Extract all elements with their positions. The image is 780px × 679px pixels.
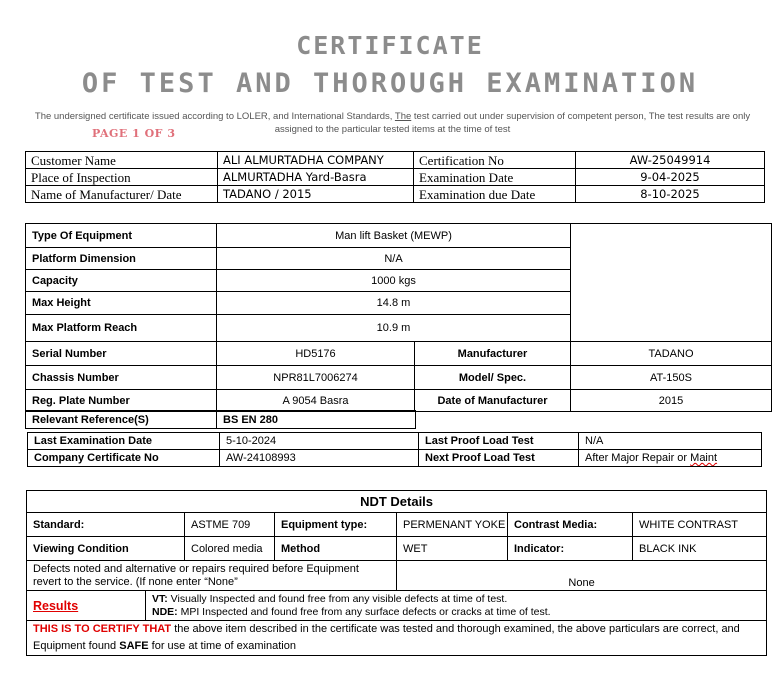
equipment-type-ndt-value: PERMENANT YOKE <box>397 513 508 537</box>
photo-area <box>571 224 772 342</box>
page-number: PAGE 1 OF 3 <box>92 127 176 140</box>
intro-statement: The undersigned certificate issued according to LOLER, and International Standards, The test carried out under supervision of competent person, The test results are only assigned to the particular tested items at the time of test <box>34 111 751 135</box>
examination-table <box>27 432 762 467</box>
ndt-heading: NDT Details <box>27 491 767 513</box>
viewing-condition-value: Colored media <box>185 537 275 561</box>
last-proof-value: N/A <box>579 433 762 450</box>
ndt-details-table <box>26 490 767 656</box>
next-proof-label: Next Proof Load Test <box>419 450 579 467</box>
manufacturer-value: TADANO <box>571 342 772 366</box>
company-cert-label: Company Certificate No <box>28 450 220 467</box>
cert-no-label: Certification No <box>414 152 576 169</box>
serial-label: Serial Number <box>26 342 217 366</box>
contrast-media-value: WHITE CONTRAST <box>633 513 767 537</box>
customer-info-table <box>25 151 765 203</box>
indicator-value: BLACK INK <box>633 537 767 561</box>
certify-statement: THIS IS TO CERTIFY THAT the above item described in the certificate was tested and thorough examined, the above particulars are correct, and Equipment found SAFE for use at time of examination <box>27 621 767 656</box>
chassis-label: Chassis Number <box>26 366 217 390</box>
contrast-media-label: Contrast Media: <box>508 513 633 537</box>
max-reach-label: Max Platform Reach <box>26 315 217 342</box>
model-label: Model/ Spec. <box>415 366 571 390</box>
standard-label: Standard: <box>27 513 185 537</box>
platform-dimension-value: N/A <box>217 248 571 270</box>
max-height-value: 14.8 m <box>217 292 571 315</box>
nde-result: NDE: MPI Inspected and found free from any surface defects or cracks at time of test. <box>152 605 551 618</box>
manufacturer-date-value: TADANO / 2015 <box>218 186 414 203</box>
vt-result: VT: Visually Inspected and found free from any visible defects at time of test. <box>152 592 508 605</box>
platform-dimension-label: Platform Dimension <box>26 248 217 270</box>
reference-label: Relevant Reference(S) <box>26 411 217 429</box>
reg-plate-label: Reg. Plate Number <box>26 390 217 412</box>
date-of-manufacture-value: 2015 <box>571 390 772 412</box>
serial-value: HD5176 <box>217 342 415 366</box>
viewing-condition-label: Viewing Condition <box>27 537 185 561</box>
last-proof-label: Last Proof Load Test <box>419 433 579 450</box>
exam-date-value: 9-04-2025 <box>576 169 765 186</box>
defects-label: Defects noted and alternative or repairs required before Equipment revert to the service. (If none enter “None” <box>27 561 397 591</box>
exam-due-label: Examination due Date <box>414 186 576 203</box>
equipment-type-value: Man lift Basket (MEWP) <box>217 224 571 248</box>
cert-no-value: AW-25049914 <box>576 152 765 169</box>
method-label: Method <box>275 537 397 561</box>
max-height-label: Max Height <box>26 292 217 315</box>
model-value: AT-150S <box>571 366 772 390</box>
capacity-value: 1000 kgs <box>217 270 571 292</box>
equipment-table <box>25 223 772 412</box>
date-of-manufacture-label: Date of Manufacturer <box>415 390 571 412</box>
exam-date-label: Examination Date <box>414 169 576 186</box>
last-exam-value: 5-10-2024 <box>220 433 419 450</box>
capacity-label: Capacity <box>26 270 217 292</box>
certificate-subtitle: OF TEST AND THOROUGH EXAMINATION <box>81 68 699 99</box>
place-label: Place of Inspection <box>26 169 218 186</box>
place-value: ALMURTADHA Yard-Basra <box>218 169 414 186</box>
defects-value: None <box>397 561 767 591</box>
reg-plate-value: A 9054 Basra <box>217 390 415 412</box>
equipment-type-label: Type Of Equipment <box>26 224 217 248</box>
reference-value: BS EN 280 <box>217 411 416 429</box>
max-reach-value: 10.9 m <box>217 315 571 342</box>
standard-value: ASTME 709 <box>185 513 275 537</box>
method-value: WET <box>397 537 508 561</box>
results-label: Results <box>27 591 146 621</box>
chassis-value: NPR81L7006274 <box>217 366 415 390</box>
next-proof-value: After Major Repair or Maint <box>579 450 762 467</box>
customer-name-label: Customer Name <box>26 152 218 169</box>
equipment-type-ndt-label: Equipment type: <box>275 513 397 537</box>
customer-name-value: ALI ALMURTADHA COMPANY <box>218 152 414 169</box>
exam-due-value: 8-10-2025 <box>576 186 765 203</box>
indicator-label: Indicator: <box>508 537 633 561</box>
certificate-title: CERTIFICATE <box>296 31 484 60</box>
manufacturer-date-label: Name of Manufacturer/ Date <box>26 186 218 203</box>
reference-table <box>25 410 416 429</box>
company-cert-value: AW-24108993 <box>220 450 419 467</box>
results-details <box>146 591 767 621</box>
manufacturer-label: Manufacturer <box>415 342 571 366</box>
last-exam-label: Last Examination Date <box>28 433 220 450</box>
